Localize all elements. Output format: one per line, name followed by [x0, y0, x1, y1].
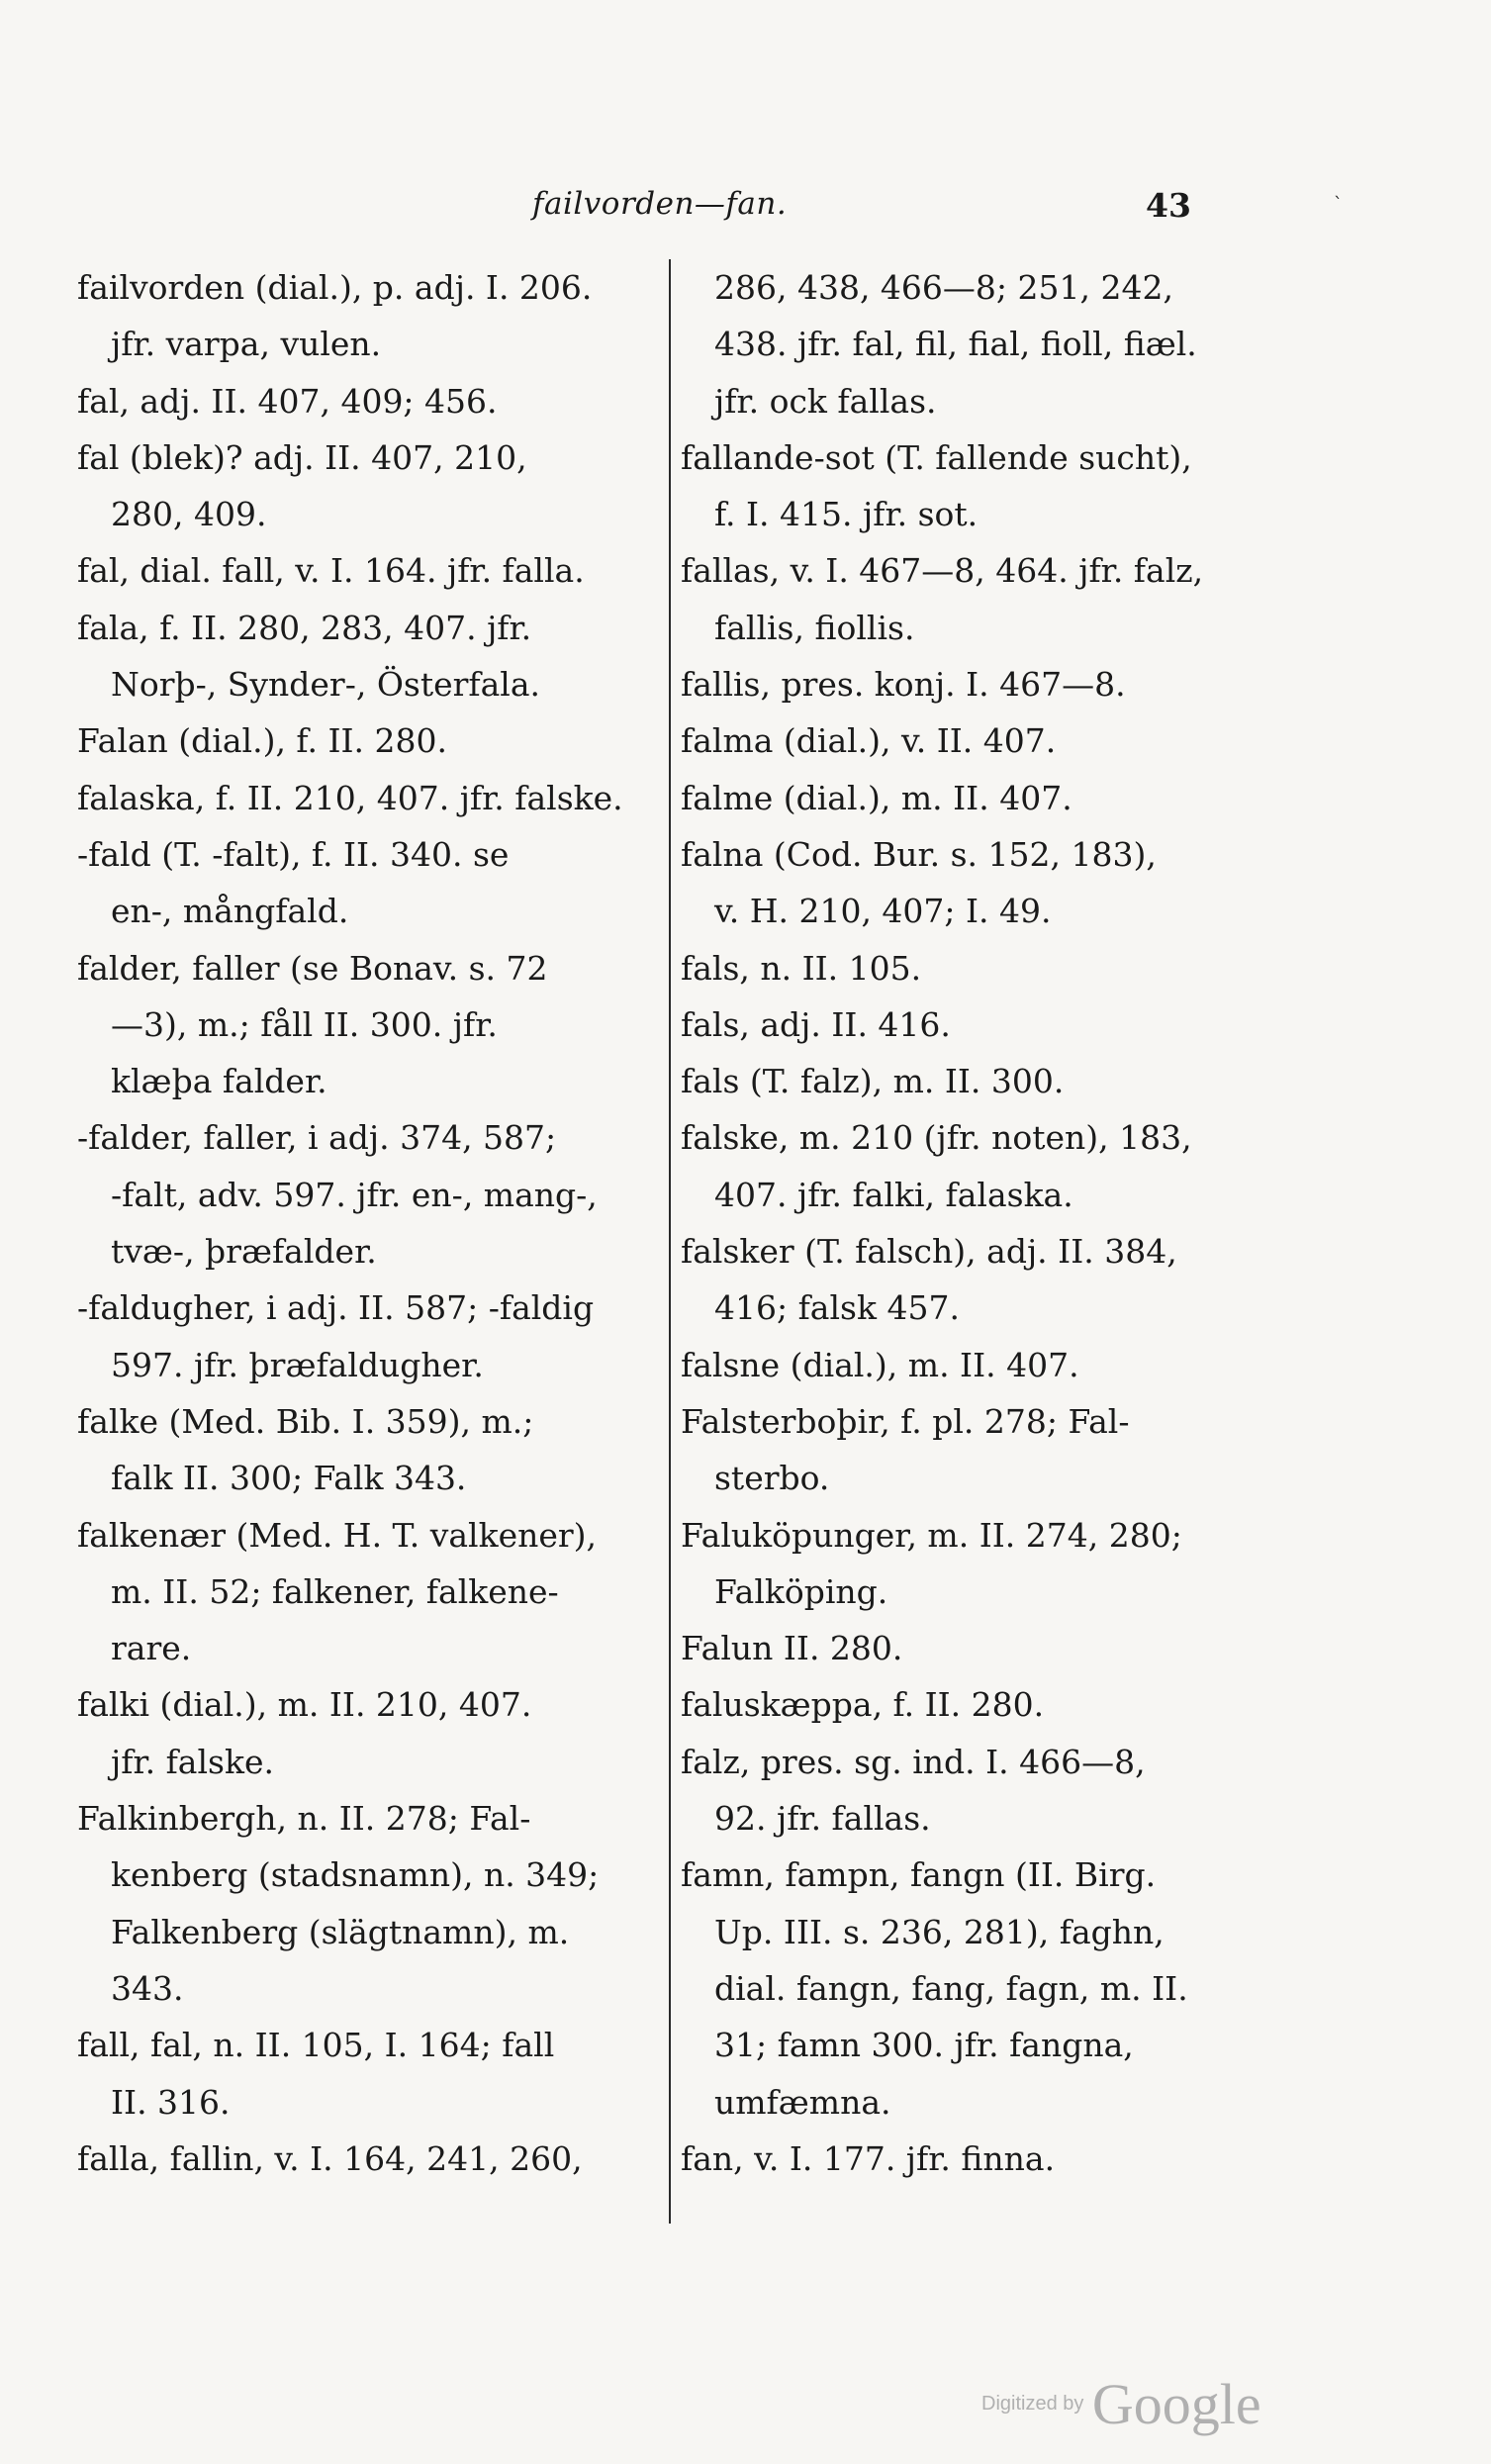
dictionary-line: Norþ-, Synder-, Österfala.: [111, 665, 540, 705]
dictionary-line: falki (dial.), m. II. 210, 407.: [77, 1685, 532, 1725]
dictionary-line: Falan (dial.), f. II. 280.: [77, 721, 447, 761]
dictionary-line: fallande-sot (T. fallende sucht),: [681, 437, 1192, 477]
dictionary-line: II. 316.: [111, 2082, 231, 2122]
dictionary-line: Falun II. 280.: [681, 1629, 903, 1668]
dictionary-line: falske, m. 210 (jfr. noten), 183,: [681, 1118, 1192, 1158]
dictionary-line: Falsterboþir, f. pl. 278; Fal-: [681, 1401, 1130, 1441]
right-column: [681, 259, 1284, 2187]
dictionary-line: m. II. 52; falkener, falkene-: [111, 1571, 559, 1611]
dictionary-line: 31; famn 300. jfr. fangna,: [714, 2026, 1134, 2065]
dictionary-line: fallas, v. I. 467—8, 464. jfr. falz,: [681, 551, 1204, 591]
dictionary-line: fals (T. falz), m. II. 300.: [681, 1062, 1065, 1101]
dictionary-line: fala, f. II. 280, 283, 407. jfr.: [77, 608, 532, 647]
dictionary-line: v. H. 210, 407; I. 49.: [714, 892, 1052, 931]
dictionary-line: fal (blek)? adj. II. 407, 210,: [77, 437, 527, 477]
dictionary-line: fal, dial. fall, v. I. 164. jfr. falla.: [77, 551, 585, 591]
dictionary-line: jfr. falske.: [111, 1742, 274, 1781]
dictionary-line: falz, pres. sg. ind. I. 466—8,: [681, 1742, 1146, 1781]
dictionary-line: fan, v. I. 177. jfr. finna.: [681, 2138, 1056, 2178]
dictionary-line: falna (Cod. Bur. s. 152, 183),: [681, 834, 1157, 874]
dictionary-line: faluskæppa, f. II. 280.: [681, 1685, 1045, 1725]
dictionary-line: falma (dial.), v. II. 407.: [681, 721, 1057, 761]
dictionary-line: Falkinbergh, n. II. 278; Fal-: [77, 1799, 531, 1839]
dictionary-line: falkenær (Med. H. T. valkener),: [77, 1515, 598, 1555]
dictionary-line: umfæmna.: [714, 2082, 891, 2122]
header-title: failvorden—fan.: [532, 186, 788, 222]
dictionary-line: Falköping.: [714, 1571, 888, 1611]
dictionary-line: fals, adj. II. 416.: [681, 1004, 951, 1044]
watermark-prefix: Digitized by: [981, 2393, 1084, 2415]
dictionary-line: 597. jfr. þræfaldugher.: [111, 1345, 484, 1384]
dictionary-line: 407. jfr. falki, falaska.: [714, 1175, 1073, 1214]
dictionary-line: falsne (dial.), m. II. 407.: [681, 1345, 1079, 1384]
dictionary-line: en-, mångfald.: [111, 892, 349, 931]
dictionary-line: rare.: [111, 1629, 192, 1668]
dictionary-line: falla, fallin, v. I. 164, 241, 260,: [77, 2138, 583, 2178]
dictionary-line: -falder, faller, i adj. 374, 587;: [77, 1118, 557, 1158]
left-column: [77, 259, 661, 2187]
dictionary-line: Falkenberg (slägtnamn), m.: [111, 1912, 570, 1951]
dictionary-line: f. I. 415. jfr. sot.: [714, 495, 978, 534]
dictionary-line: sterbo.: [714, 1459, 830, 1498]
dictionary-line: -faldugher, i adj. II. 587; -faldig: [77, 1288, 595, 1328]
dictionary-line: kenberg (stadsnamn), n. 349;: [111, 1855, 600, 1895]
dictionary-line: falaska, f. II. 210, 407. jfr. falske.: [77, 778, 623, 817]
dictionary-line: -falt, adv. 597. jfr. en-, mang-,: [111, 1175, 598, 1214]
dictionary-line: -fald (T. -falt), f. II. 340. se: [77, 834, 510, 874]
dictionary-line: falk II. 300; Falk 343.: [111, 1459, 467, 1498]
dictionary-line: failvorden (dial.), p. adj. I. 206.: [77, 268, 593, 307]
dictionary-line: 280, 409.: [111, 495, 267, 534]
dictionary-line: 416; falsk 457.: [714, 1288, 960, 1328]
dictionary-line: falme (dial.), m. II. 407.: [681, 778, 1072, 817]
dictionary-line: fals, n. II. 105.: [681, 948, 922, 988]
dictionary-line: Faluköpunger, m. II. 274, 280;: [681, 1515, 1182, 1555]
watermark-brand: Google: [1091, 2372, 1261, 2436]
dictionary-line: 343.: [111, 1968, 184, 2008]
dictionary-line: 438. jfr. fal, fil, fial, fioll, fiæl.: [714, 325, 1197, 364]
digitization-watermark: [981, 2371, 1261, 2437]
dictionary-line: dial. fangn, fang, fagn, m. II.: [714, 1968, 1188, 2008]
dictionary-line: 92. jfr. fallas.: [714, 1799, 931, 1839]
dictionary-line: fal, adj. II. 407, 409; 456.: [77, 381, 498, 421]
dictionary-line: fall, fal, n. II. 105, I. 164; fall: [77, 2026, 555, 2065]
dictionary-line: 286, 438, 466—8; 251, 242,: [714, 268, 1173, 307]
column-divider: [669, 259, 671, 2224]
dictionary-line: fallis, pres. konj. I. 467—8.: [681, 665, 1126, 705]
running-header: [0, 186, 1491, 236]
dictionary-line: falsker (T. falsch), adj. II. 384,: [681, 1232, 1177, 1272]
dictionary-line: —3), m.; fåll II. 300. jfr.: [111, 1004, 498, 1044]
page-number: 43: [1146, 186, 1191, 225]
dictionary-line: falder, faller (se Bonav. s. 72: [77, 948, 548, 988]
dictionary-line: jfr. varpa, vulen.: [111, 325, 382, 364]
dictionary-line: jfr. ock fallas.: [714, 381, 937, 421]
dictionary-line: fallis, fiollis.: [714, 608, 915, 647]
dictionary-line: klæþa falder.: [111, 1062, 327, 1101]
dictionary-line: falke (Med. Bib. I. 359), m.;: [77, 1401, 534, 1441]
dictionary-line: tvæ-, þræfalder.: [111, 1232, 377, 1272]
dictionary-line: famn, fampn, fangn (II. Birg.: [681, 1855, 1157, 1895]
corner-mark: `: [1334, 194, 1343, 215]
dictionary-line: Up. III. s. 236, 281), faghn,: [714, 1912, 1165, 1951]
